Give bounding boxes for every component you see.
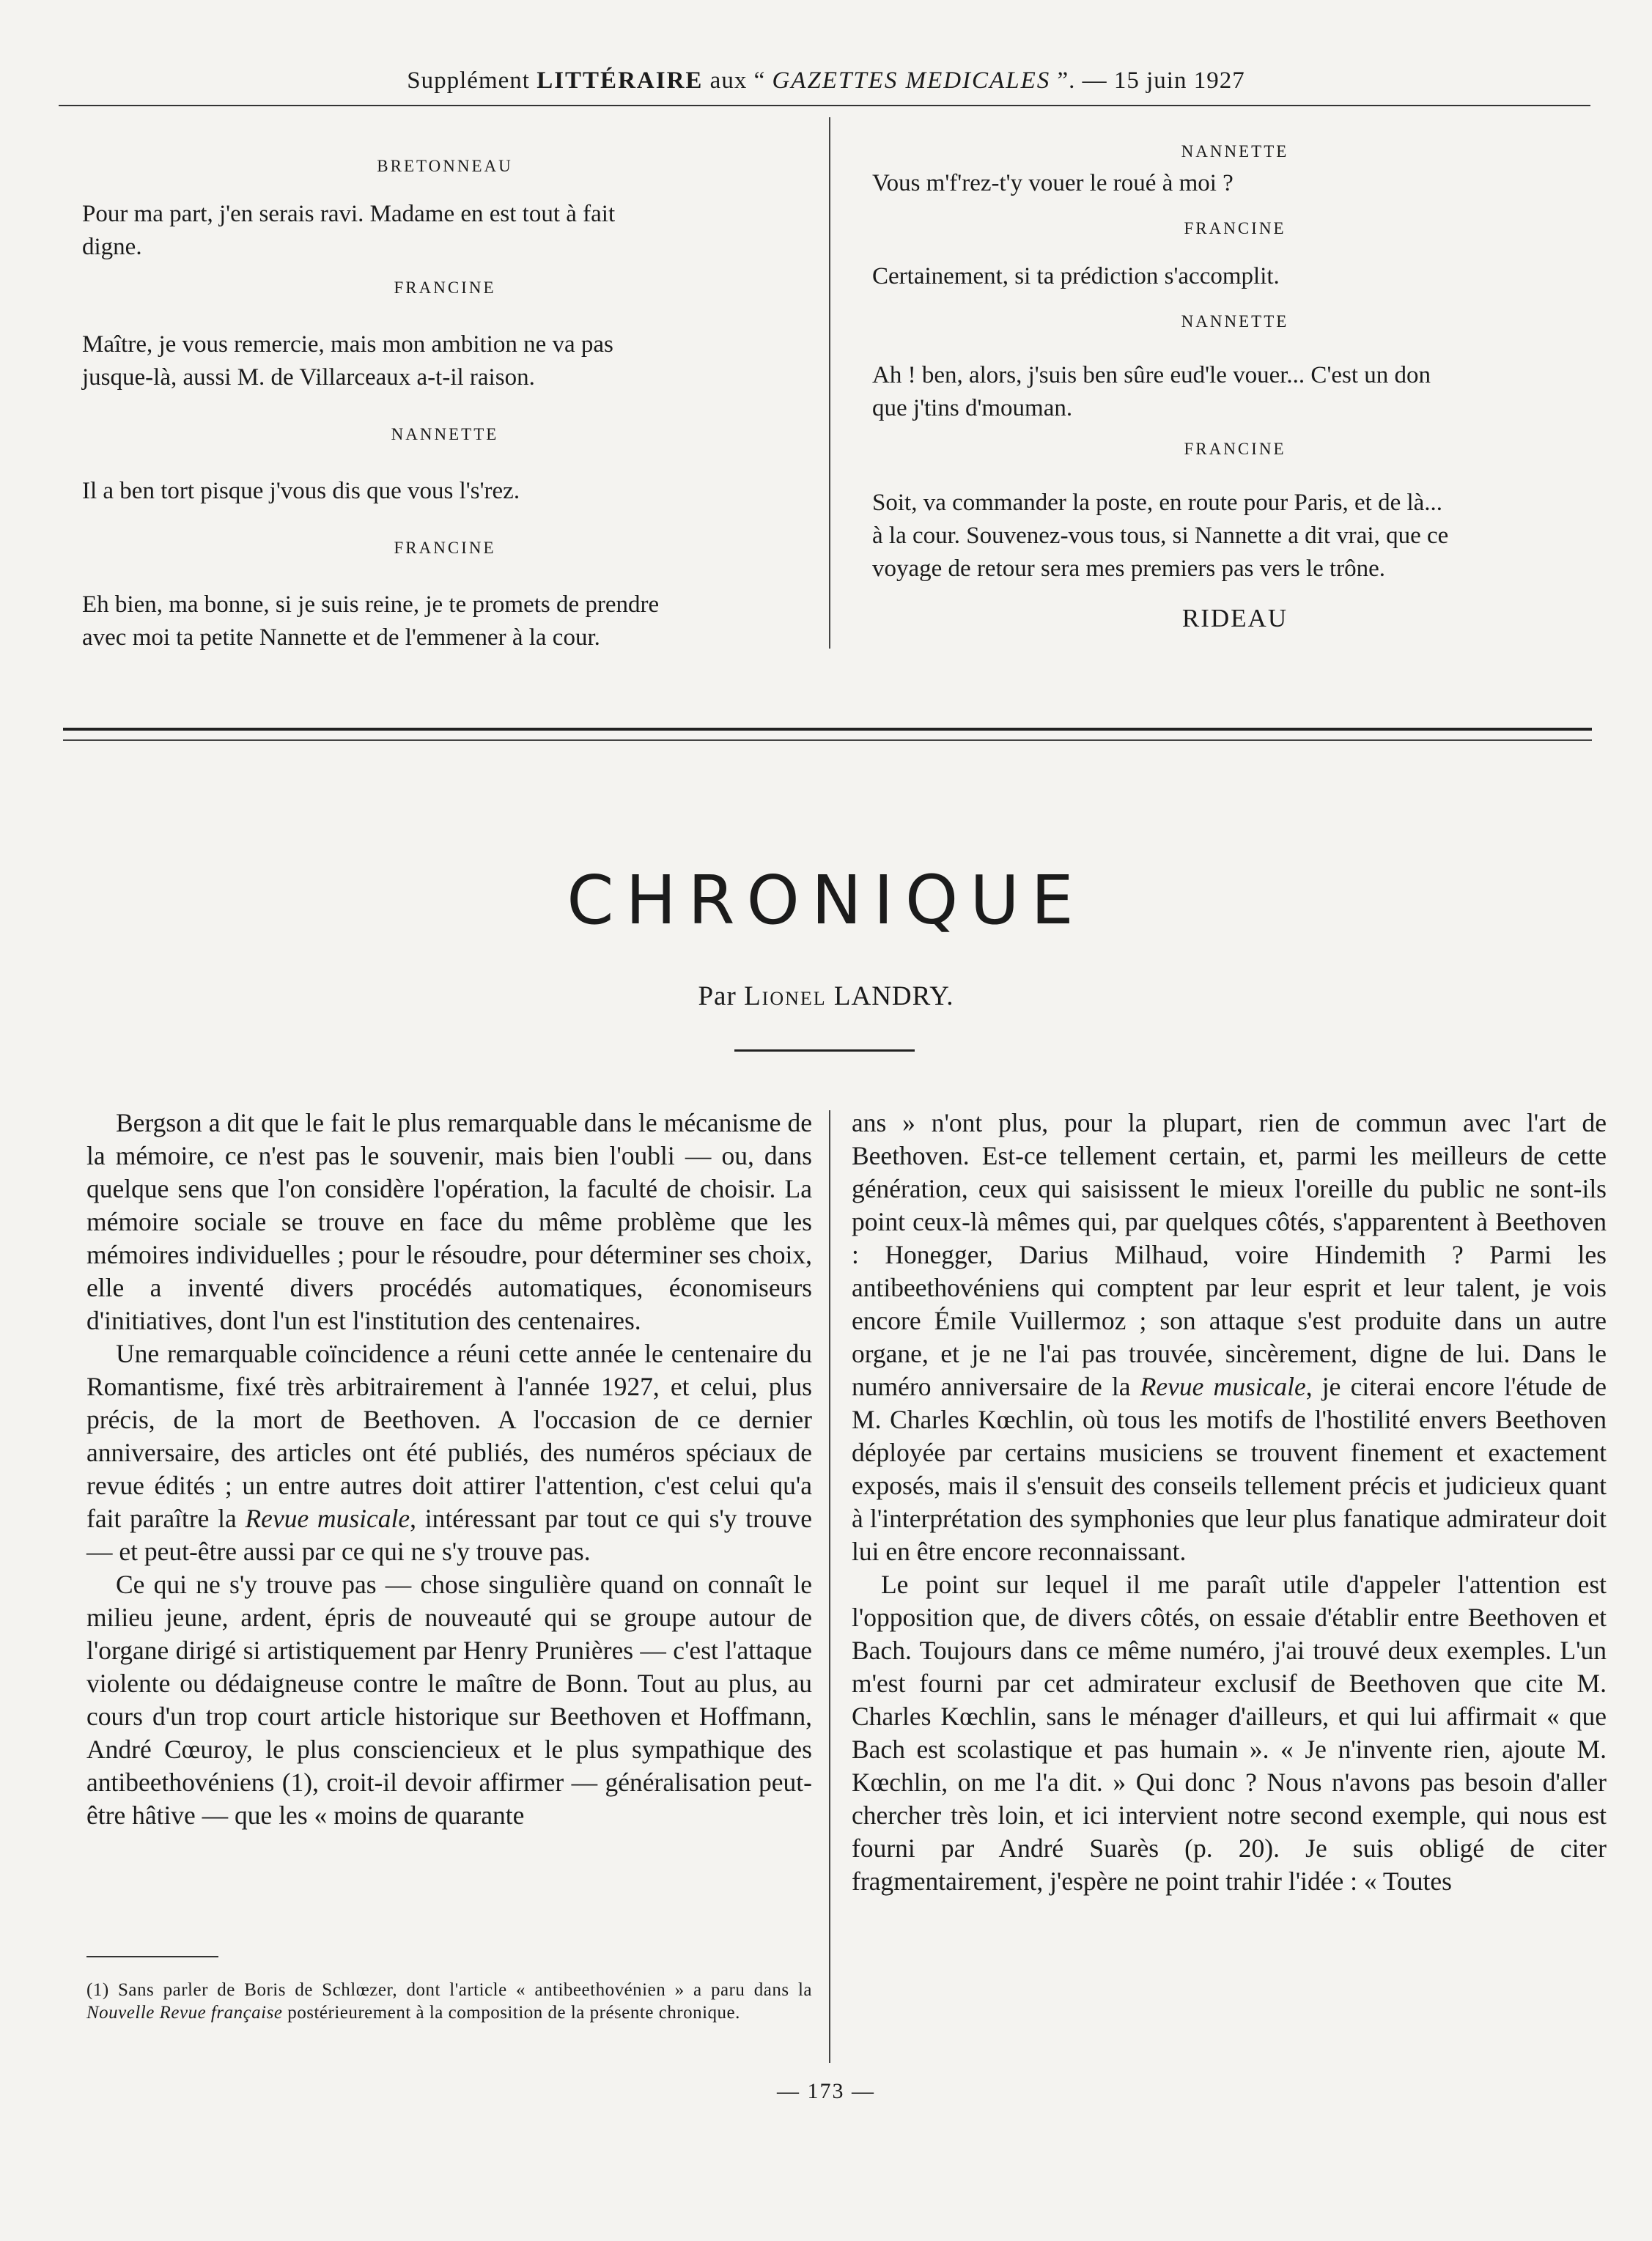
dialogue-line: voyage de retour sera mes premiers pas vers le trône. bbox=[872, 555, 1386, 582]
speaker-name: NANNETTE bbox=[1181, 142, 1289, 160]
header-aux: aux “ bbox=[703, 67, 772, 94]
byline-par: Par bbox=[698, 981, 745, 1011]
header-rule bbox=[59, 105, 1590, 106]
page-title: CHRONIQUE bbox=[567, 861, 1085, 939]
article-paragraph: Bergson a dit que le fait le plus remarquable dans le mécanisme de la mémoire, ce n'est pas le souvenir, mais bien l'oubli — ou, dans quelque sens que l'on considère l'opération, la faculté de choisir. La mémoire sociale se trouve en face du même problème que les mémoires individuelles ; pour le résoudre, pour déterminer ses choix, elle a inventé divers procédés automatiques, économiseurs d'initiatives, dont l'un est l'institution des centenaires. bbox=[86, 1108, 812, 1335]
paragraph-text: ans » n'ont plus, pour la plupart, rien de commun avec l'art de Beethoven. Est-ce tellement certain, et, parmi les meilleurs de cette génération, ceux qui saisissent le mieux l'oreille du public ne sont-ils point ceux-là mêmes qui, par quelques côtés, s'apparentent à Beethoven : Honegger, Darius Milhaud, voire Hindemith ? Parmi les antibeethovéniens qui comptent par leur esprit et leur talent, je vois encore Émile Vuillermoz ; son attaque s'est produite dans un autre organe, et je ne l'ai pas trouvée, sincèrement, digne de lui. Dans le numéro anniversaire de la bbox=[852, 1108, 1607, 1401]
footnote-rule bbox=[86, 1956, 218, 1957]
article-right-column bbox=[852, 1107, 1607, 1898]
dialogue-line: Maître, je vous remercie, mais mon ambition ne va pas bbox=[82, 331, 613, 358]
curtain-label: RIDEAU bbox=[1181, 604, 1288, 632]
article-column-divider bbox=[829, 1110, 830, 2063]
speaker-name: NANNETTE bbox=[1181, 312, 1289, 331]
dialogue-line: Ah ! ben, alors, j'suis ben sûre eud'le vouer... C'est un don bbox=[872, 362, 1431, 388]
footnote-text: (1) Sans parler de Boris de Schlœzer, dont l'article « antibeethovénien » a paru dans la bbox=[86, 1980, 812, 2000]
footnote-text: postérieurement à la composition de la présente chronique. bbox=[282, 2003, 740, 2023]
play-left-column bbox=[82, 155, 808, 654]
dialogue-line: Soit, va commander la poste, en route pour Paris, et de là... bbox=[872, 490, 1443, 516]
paragraph-text: , intéressant par tout ce qui s'y trouve — et peut-être aussi par ce qui ne s'y trouve pas. bbox=[86, 1504, 812, 1566]
article-paragraph bbox=[86, 1337, 812, 1568]
dialogue-line: jusque-là, aussi M. de Villarceaux a-t-il raison. bbox=[82, 364, 535, 391]
dialogue-line: que j'tins d'mouman. bbox=[872, 395, 1073, 421]
speaker-name: NANNETTE bbox=[391, 425, 499, 443]
dialogue-line: digne. bbox=[82, 234, 142, 260]
journal-title: Revue musicale bbox=[1140, 1372, 1306, 1401]
article-paragraph: Le point sur lequel il me paraît utile d'appeler l'attention est l'opposition que, de divers côtés, on essaie d'établir entre Beethoven et Bach. Toujours dans ce même numéro, j'ai trouvé deux exemples. L'un m'est fourni par cet admirateur exclusif de Beethoven que cite M. Charles Kœchlin, sans le ménager d'ailleurs, et qui lui affirmait « que Bach est scolastique et pas humain ». « Je n'invente rien, ajoute M. Kœchlin, on me l'a dit. » Qui donc ? Nous n'avons pas besoin d'aller chercher très loin, et ici intervient notre second exemple, qui nous est fourni par André Suarès (p. 20). Je suis obligé de citer fragmentairement, j'espère ne point trahir l'idée : « Toutes bbox=[852, 1570, 1607, 1896]
dialogue-line: avec moi ta petite Nannette et de l'emmener à la cour. bbox=[82, 624, 600, 651]
author-first-name: Lionel bbox=[744, 981, 827, 1011]
article-paragraph: Ce qui ne s'y trouve pas — chose singulière quand on connaît le milieu jeune, ardent, épris de nouveauté qui se groupe autour de l'organe dirigé si artistiquement par Henry Prunières — c'est l'attaque violente ou dédaigneuse contre le maître de Bonn. Tout au plus, au cours d'un trop court article historique sur Beethoven et Hoffmann, André Cœuroy, le plus consciencieux et le plus sympathique des antibeethovéniens (1), croit-il devoir affirmer — généralisation peut-être hâtive — que les « moins de quarante bbox=[86, 1570, 812, 1830]
article-paragraph bbox=[852, 1107, 1607, 1568]
speaker-name: BRETONNEAU bbox=[377, 157, 513, 175]
running-header bbox=[0, 67, 1652, 95]
dialogue-line: Il a ben tort pisque j'vous dis que vous l's'rez. bbox=[82, 478, 520, 504]
header-gazette: GAZETTES MEDICALES bbox=[772, 67, 1051, 94]
dialogue-line: Pour ma part, j'en serais ravi. Madame en est tout à fait bbox=[82, 201, 616, 227]
header-date: ”. — 15 juin 1927 bbox=[1050, 67, 1245, 94]
footnote-journal: Nouvelle Revue française bbox=[86, 2003, 283, 2023]
footnote bbox=[86, 1979, 812, 2024]
byline-rule bbox=[734, 1049, 915, 1052]
play-column-divider bbox=[829, 117, 830, 649]
dialogue-line: Eh bien, ma bonne, si je suis reine, je te promets de prendre bbox=[82, 591, 660, 618]
paragraph-text: Une remarquable coïncidence a réuni cette année le centenaire du Romantisme, fixé très arbitrairement à l'année 1927, et celui, plus précis, de la mort de Beethoven. A l'occasion de ce dernier anniversaire, des articles ont été publiés, des numéros spéciaux de revue édités ; un entre autres doit attirer l'attention, c'est celui qu'a fait paraître la bbox=[86, 1339, 812, 1533]
paragraph-text: , je citerai encore l'étude de M. Charles Kœchlin, où tous les motifs de l'hostilité envers Beethoven déployée par certains musiciens se trouvent finement et exactement exposés, mais il s'ensuit des conseils tellement précis et judicieux quant à l'interprétation des symphonies que leur plus fanatique admirateur doit lui en être encore reconnaissant. bbox=[852, 1372, 1607, 1566]
dialogue-line: Vous m'f'rez-t'y vouer le roué à moi ? bbox=[872, 170, 1234, 196]
dialogue-line: Certainement, si ta prédiction s'accomplit. bbox=[872, 263, 1280, 289]
header-litteraire: LITTÉRAIRE bbox=[536, 67, 704, 94]
author-last-name: LANDRY. bbox=[826, 981, 954, 1011]
header-prefix: Supplément bbox=[407, 67, 537, 94]
byline bbox=[0, 981, 1652, 1012]
article-left-column bbox=[86, 1107, 812, 1832]
speaker-name: FRANCINE bbox=[1184, 440, 1286, 458]
speaker-name: FRANCINE bbox=[1184, 219, 1286, 237]
journal-title: Revue musicale bbox=[245, 1504, 410, 1533]
section-separator bbox=[63, 728, 1592, 741]
page-number: — 173 — bbox=[777, 2079, 875, 2103]
speaker-name: FRANCINE bbox=[394, 539, 496, 557]
play-right-column bbox=[872, 141, 1598, 660]
speaker-name: FRANCINE bbox=[394, 278, 496, 297]
dialogue-line: à la cour. Souvenez-vous tous, si Nannette a dit vrai, que ce bbox=[872, 523, 1449, 549]
